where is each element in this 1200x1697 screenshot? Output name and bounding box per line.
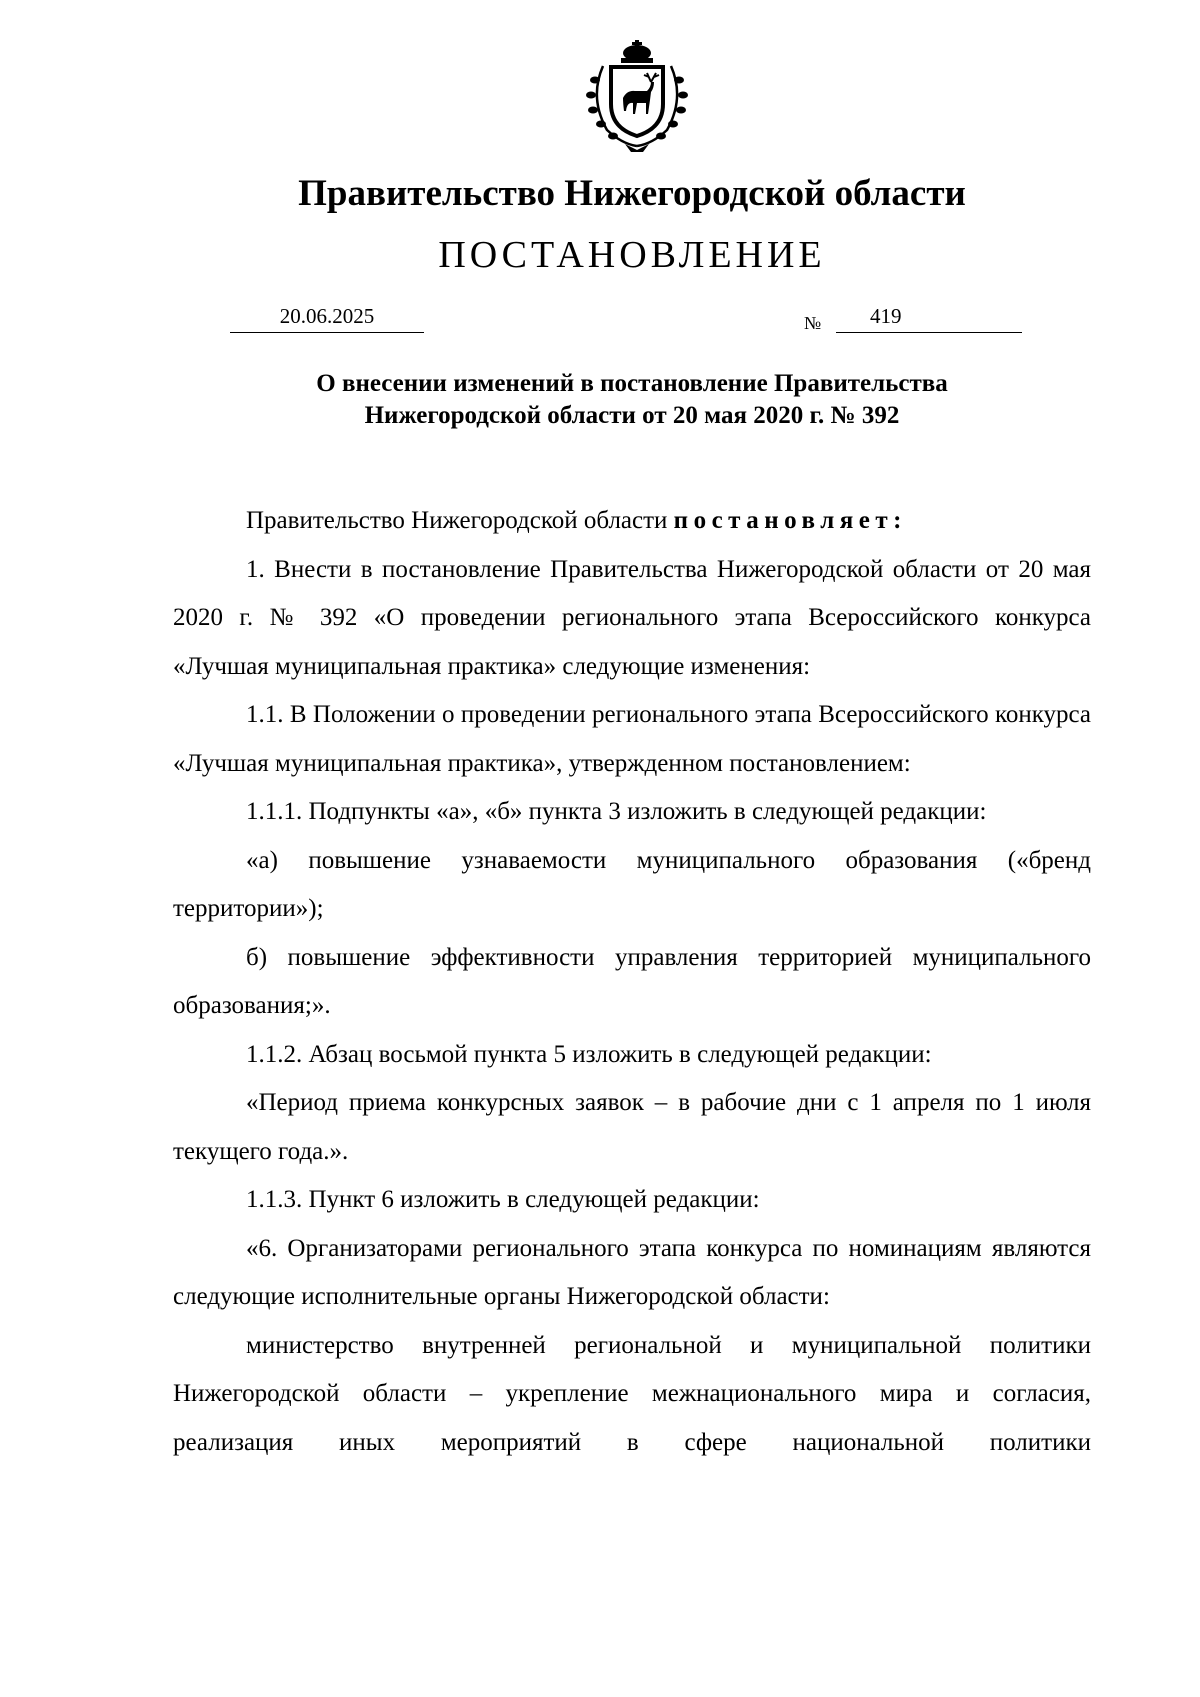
paragraph-ministry: министерство внутренней региональной и муниципальной политики Нижегородской области – укрепление межнационального мира и согласия, реализация иных мероприятий в сфере национальной политики	[173, 1331, 1091, 1456]
paragraph-1-1-2: 1.1.2. Абзац восьмой пункта 5 изложить в следующей редакции:	[246, 1040, 932, 1068]
preamble-paragraph	[173, 497, 1091, 546]
paragraph-1-1-1: 1.1.1. Подпункты «а», «б» пункта 3 изложить в следующей редакции:	[246, 798, 987, 825]
paragraph-1: 1. Внести в постановление Правительства Нижегородской области от 20 мая 2020 г. № 392 «О проведении регионального этапа Всероссийского конкурса «Лучшая муниципальная практика» следующие изменения:	[173, 555, 1091, 680]
government-title: Правительство Нижегородской области	[298, 173, 966, 214]
paragraph-6: «6. Организаторами регионального этапа конкурса по номинациям являются следующие исполнительные органы Нижегородской области:	[173, 1234, 1091, 1310]
paragraph-b: б) повышение эффективности управления территорией муниципального образования;».	[173, 943, 1091, 1019]
document-type: ПОСТАНОВЛЕНИЕ	[438, 234, 826, 276]
preamble-emphasis: постановляет:	[673, 507, 907, 534]
paragraph-1-1-3: 1.1.3. Пункт 6 изложить в следующей редакции:	[246, 1186, 760, 1213]
coat-of-arms-icon	[577, 40, 697, 154]
subject-line-1: О внесении изменений в постановление Правительства	[316, 370, 948, 397]
paragraph-a: «а) повышение узнаваемости муниципального образования («бренд территории»);	[173, 846, 1091, 922]
document-subject	[200, 368, 1064, 432]
paragraph-1-1: 1.1. В Положении о проведении регионального этапа Всероссийского конкурса «Лучшая муниципальная практика», утвержденном постановлением:	[173, 701, 1091, 777]
document-number-field	[836, 300, 1022, 333]
document-body	[173, 497, 1091, 1467]
preamble-text: Правительство Нижегородской области	[246, 507, 674, 534]
document-date: 20.06.2025	[230, 300, 424, 333]
number-sign: №	[804, 313, 822, 333]
paragraph-period: «Период приема конкурсных заявок – в рабочие дни с 1 апреля по 1 июля текущего года.».	[173, 1089, 1091, 1165]
subject-line-2: Нижегородской области от 20 мая 2020 г. № 392	[364, 402, 900, 429]
document-number: 419	[870, 304, 902, 328]
